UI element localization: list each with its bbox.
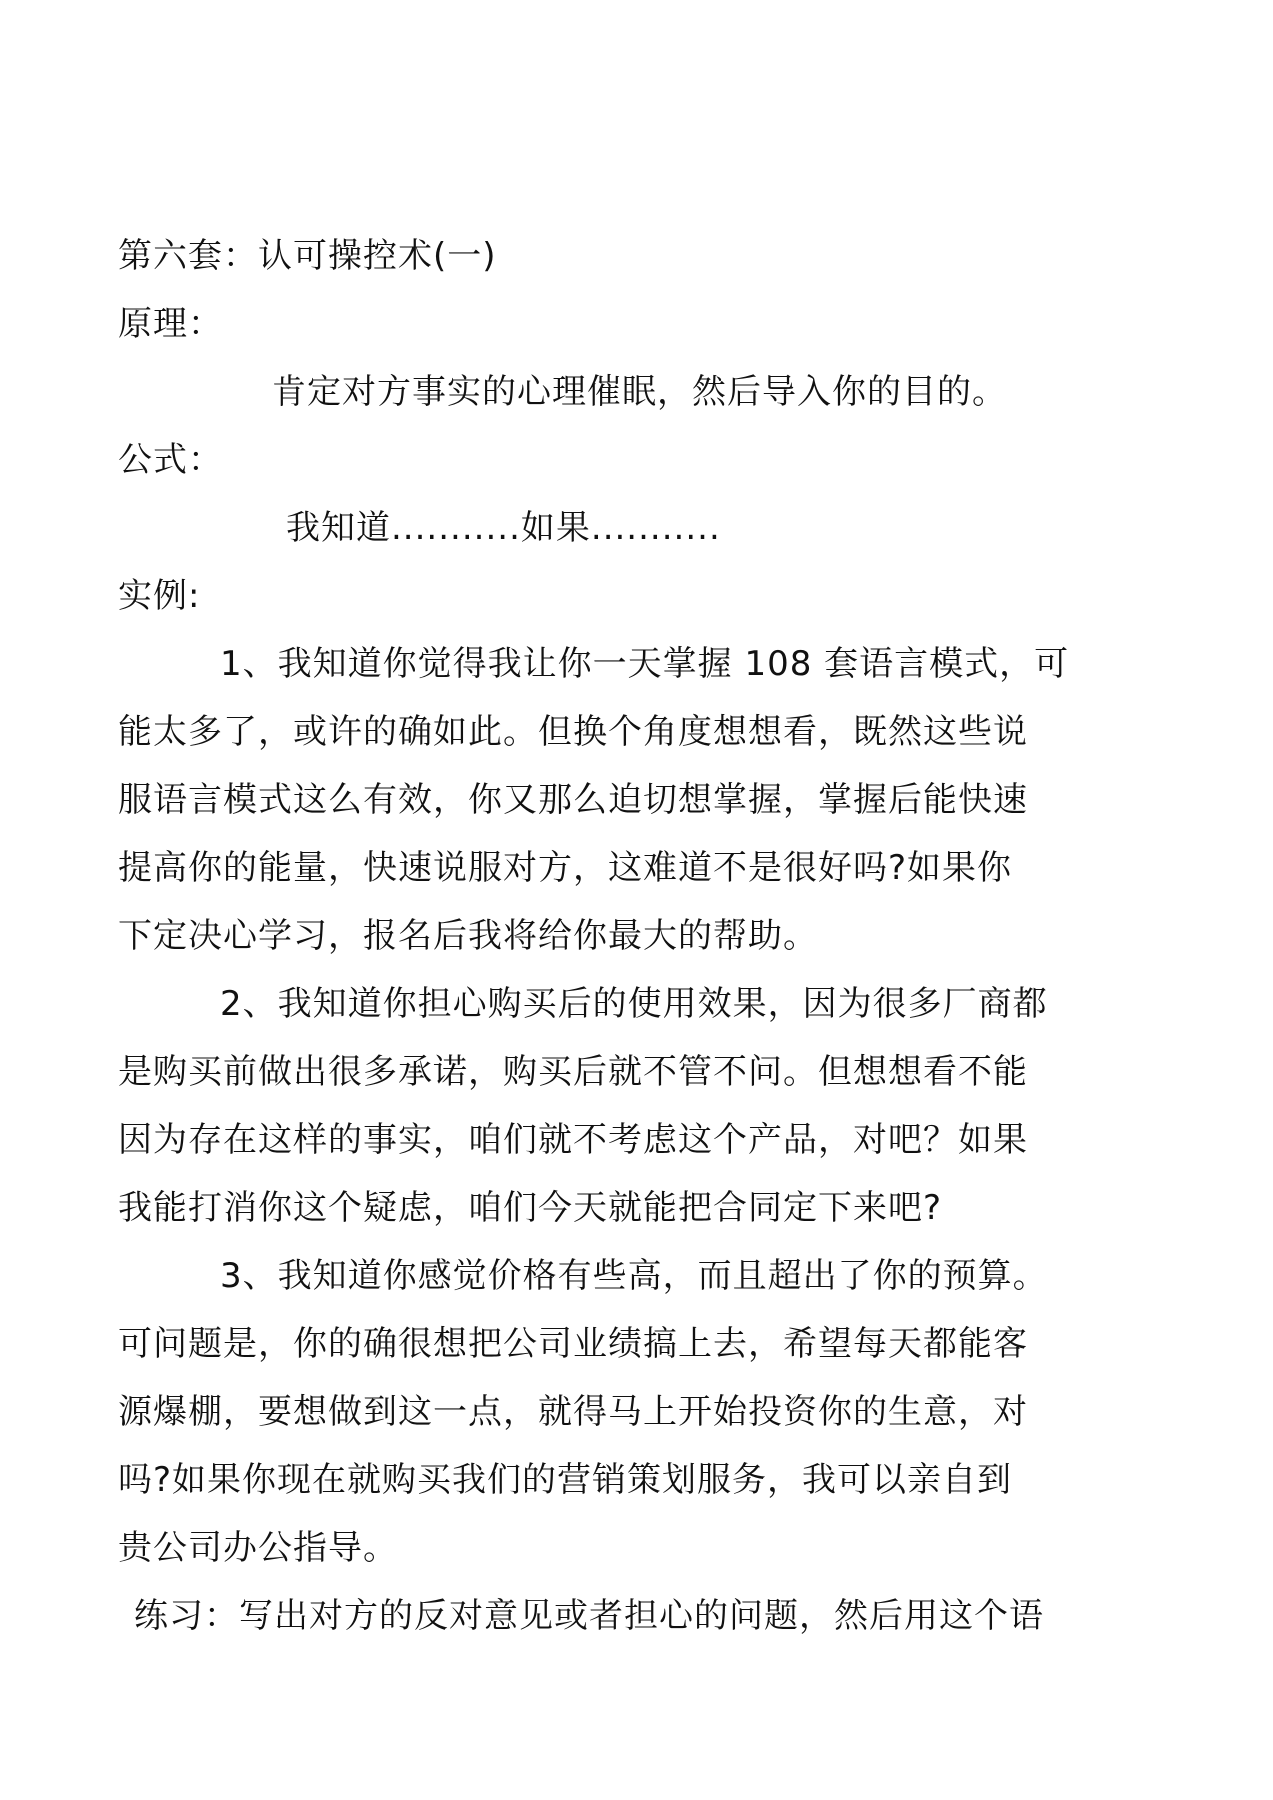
examples-heading: 实例:	[118, 576, 201, 616]
example-1-line: 1、我知道你觉得我让你一天掌握 108 套语言模式，可	[220, 644, 1070, 684]
formula-heading: 公式：	[118, 440, 223, 480]
example-3-line: 吗?如果你现在就购买我们的营销策划服务，我可以亲自到	[118, 1460, 1013, 1500]
example-1-line: 下定决心学习，报名后我将给你最大的帮助。	[118, 916, 818, 956]
example-2-line: 是购买前做出很多承诺，购买后就不管不问。但想想看不能	[118, 1052, 1028, 1092]
practice-line: 练习：写出对方的反对意见或者担心的问题，然后用这个语	[134, 1596, 1044, 1636]
example-3-line: 可问题是，你的确很想把公司业绩搞上去，希望每天都能客	[118, 1324, 1028, 1364]
principle-text: 肯定对方事实的心理催眠，然后导入你的目的。	[272, 372, 1007, 412]
formula-text: 我知道...........如果...........	[286, 508, 721, 548]
example-1-line: 提高你的能量，快速说服对方，这难道不是很好吗?如果你	[118, 848, 1013, 888]
principle-heading: 原理：	[118, 304, 223, 344]
example-3-line: 贵公司办公指导。	[118, 1528, 398, 1568]
example-3-line: 3、我知道你感觉价格有些高，而且超出了你的预算。	[220, 1256, 1048, 1296]
example-2-line: 2、我知道你担心购买后的使用效果，因为很多厂商都	[220, 984, 1048, 1024]
example-3-line: 源爆棚，要想做到这一点，就得马上开始投资你的生意，对	[118, 1392, 1028, 1432]
example-1-line: 服语言模式这么有效，你又那么迫切想掌握，掌握后能快速	[118, 780, 1028, 820]
document-title: 第六套：认可操控术(一)	[118, 236, 497, 276]
example-1-line: 能太多了，或许的确如此。但换个角度想想看，既然这些说	[118, 712, 1028, 752]
example-2-line: 我能打消你这个疑虑，咱们今天就能把合同定下来吧?	[118, 1188, 943, 1228]
example-2-line: 因为存在这样的事实，咱们就不考虑这个产品，对吧？如果	[118, 1120, 1028, 1160]
